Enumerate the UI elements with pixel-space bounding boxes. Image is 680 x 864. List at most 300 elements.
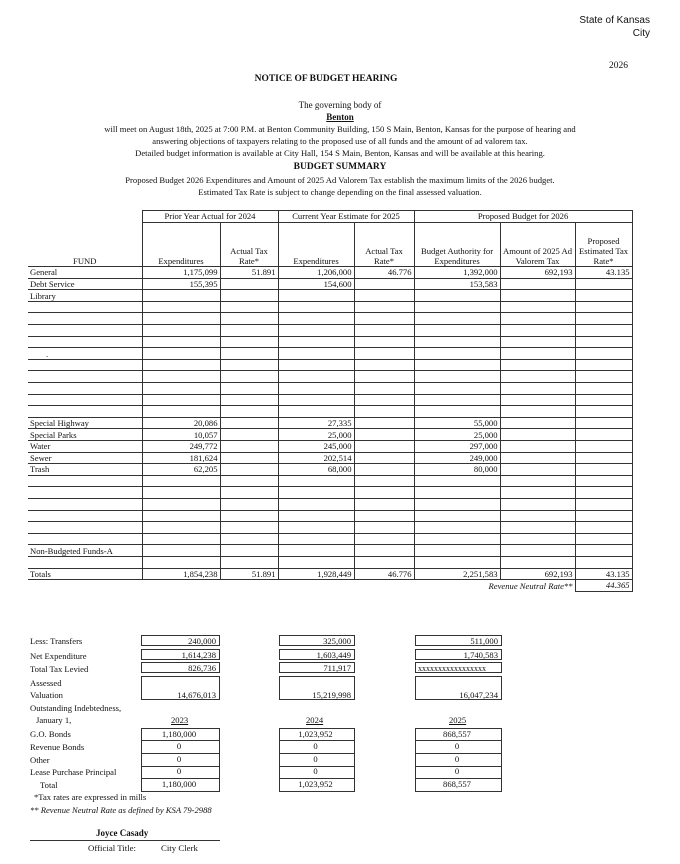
debt-row-label: Lease Purchase Principal [30, 767, 117, 778]
assessed-2026: 16,047,234 [415, 676, 502, 700]
totals-cell: 51.891 [220, 568, 278, 580]
fund-cell [354, 278, 414, 290]
summary-title: BUDGET SUMMARY [293, 162, 387, 172]
fund-cell [500, 383, 575, 395]
fund-row [28, 498, 632, 510]
proposal-line: Proposed Budget 2026 Expenditures and Amount of 2025 Ad Valorem Tax establish the maximum limits of the 2026 budget. [125, 175, 555, 185]
neutral-rate-note: ** Revenue Neutral Rate as defined by KSA 79-2988 [30, 805, 212, 815]
fund-cell [500, 441, 575, 453]
fund-cell: 245,000 [278, 441, 354, 453]
debt-value: 0 [279, 741, 355, 754]
fund-cell [220, 556, 278, 568]
fund-cell [414, 325, 500, 337]
fund-cell [142, 313, 220, 325]
fund-cell: 68,000 [278, 464, 354, 476]
fund-cell [220, 348, 278, 360]
fund-cell [354, 290, 414, 302]
assessed-2025: 15,219,998 [279, 676, 355, 700]
group-header-prior: Prior Year Actual for 2024 [142, 211, 278, 223]
fund-cell [575, 301, 632, 313]
fund-cell [575, 383, 632, 395]
debt-value: 868,557 [415, 779, 502, 792]
fund-cell: 55,000 [414, 417, 500, 429]
meeting-text [0, 124, 680, 159]
fund-name: Water [28, 441, 142, 453]
fund-row [28, 359, 632, 371]
fund-cell [414, 371, 500, 383]
fund-cell [278, 545, 354, 557]
fund-cell [220, 383, 278, 395]
fund-cell [220, 452, 278, 464]
debt-year-2024: 2024 [306, 715, 324, 725]
fund-cell: 1,175,099 [142, 267, 220, 279]
fund-cell [575, 487, 632, 499]
debt-value: 1,180,000 [141, 728, 220, 741]
debt-row-label: G.O. Bonds [30, 729, 71, 739]
fund-cell [142, 533, 220, 545]
fund-cell [414, 487, 500, 499]
fund-cell [414, 556, 500, 568]
fund-name [28, 383, 142, 395]
fund-cell: 80,000 [414, 464, 500, 476]
fund-cell [414, 522, 500, 534]
notice-title: NOTICE OF BUDGET HEARING [254, 74, 398, 84]
fund-cell [414, 533, 500, 545]
fund-cell [575, 394, 632, 406]
fund-row [28, 406, 632, 418]
fund-cell [500, 406, 575, 418]
fund-row [28, 417, 632, 429]
fund-cell [575, 313, 632, 325]
fund-cell [278, 371, 354, 383]
fund-cell [354, 383, 414, 395]
fund-cell [414, 290, 500, 302]
fund-row [28, 441, 632, 453]
fund-cell [500, 545, 575, 557]
fund-cell: 153,583 [414, 278, 500, 290]
fund-cell [142, 290, 220, 302]
fund-cell [500, 359, 575, 371]
fund-cell [142, 336, 220, 348]
fund-cell [354, 545, 414, 557]
official-title-label: Official Title: [88, 843, 136, 853]
fund-cell [220, 394, 278, 406]
fund-cell [500, 522, 575, 534]
fund-row [28, 325, 632, 337]
totals-label: Totals [28, 568, 142, 580]
debt-value: 0 [141, 741, 220, 754]
fund-cell [500, 464, 575, 476]
fund-cell [500, 498, 575, 510]
budget-year: 2026 [609, 61, 628, 71]
fund-cell: 20,086 [142, 417, 220, 429]
fund-row [28, 383, 632, 395]
fund-cell [414, 406, 500, 418]
levied-2025: 711,917 [279, 662, 355, 673]
totals-cell: 43.135 [575, 568, 632, 580]
debt-value: 868,557 [415, 728, 502, 741]
fund-cell [278, 475, 354, 487]
fund-cell [220, 371, 278, 383]
fund-cell [278, 325, 354, 337]
fund-cell [220, 301, 278, 313]
col-header-fund: FUND [28, 222, 142, 267]
valuation-label: Valuation [30, 690, 63, 700]
fund-name [28, 313, 142, 325]
totals-cell: 46.776 [354, 568, 414, 580]
fund-cell [278, 383, 354, 395]
fund-cell [414, 301, 500, 313]
fund-name: Special Highway [28, 417, 142, 429]
transfers-2025: 325,000 [279, 635, 355, 646]
fund-cell [414, 498, 500, 510]
fund-name [28, 556, 142, 568]
fund-cell [220, 533, 278, 545]
fund-cell: 249,000 [414, 452, 500, 464]
fund-cell [500, 371, 575, 383]
debt-value: 0 [415, 766, 502, 779]
fund-cell [414, 336, 500, 348]
fund-cell [354, 475, 414, 487]
fund-cell [220, 336, 278, 348]
fund-cell [575, 464, 632, 476]
fund-cell: 62,205 [142, 464, 220, 476]
fund-name: . [28, 348, 142, 360]
fund-cell [414, 348, 500, 360]
fund-cell [354, 417, 414, 429]
fund-cell [278, 522, 354, 534]
fund-cell [500, 301, 575, 313]
debt-value: 0 [279, 754, 355, 767]
fund-cell [500, 325, 575, 337]
fund-cell [354, 371, 414, 383]
fund-cell [220, 417, 278, 429]
fund-cell [354, 301, 414, 313]
header-spacer [28, 211, 142, 223]
fund-cell [575, 348, 632, 360]
fund-row [28, 545, 632, 557]
debt-value: 0 [141, 754, 220, 767]
fund-cell: 25,000 [414, 429, 500, 441]
fund-cell [142, 510, 220, 522]
fund-name: Non-Budgeted Funds-A [28, 545, 142, 557]
fund-cell [220, 359, 278, 371]
net-2026: 1,740,583 [415, 649, 502, 660]
fund-cell: 27,335 [278, 417, 354, 429]
state-header [579, 14, 650, 40]
fund-cell [575, 441, 632, 453]
col-header: Expenditures [142, 222, 220, 267]
fund-name [28, 336, 142, 348]
fund-cell [500, 394, 575, 406]
fund-cell [220, 464, 278, 476]
fund-cell [220, 313, 278, 325]
fund-cell [354, 348, 414, 360]
debt-value: 0 [141, 766, 220, 779]
fund-cell [575, 533, 632, 545]
col-header: Budget Authority for Expenditures [414, 222, 500, 267]
fund-cell [278, 487, 354, 499]
fund-cell [142, 487, 220, 499]
fund-cell [278, 394, 354, 406]
fund-name [28, 394, 142, 406]
fund-cell [220, 498, 278, 510]
fund-cell [278, 556, 354, 568]
debt-value: 0 [415, 754, 502, 767]
fund-cell [278, 290, 354, 302]
group-header-proposed: Proposed Budget for 2026 [414, 211, 632, 223]
fund-cell: 25,000 [278, 429, 354, 441]
fund-name [28, 533, 142, 545]
fund-cell [354, 313, 414, 325]
fund-cell [278, 313, 354, 325]
january-label: January 1, [36, 715, 72, 725]
state-label: State of Kansas [579, 15, 650, 26]
fund-cell [575, 290, 632, 302]
fund-cell: 51.891 [220, 267, 278, 279]
fund-name [28, 371, 142, 383]
fund-name: Special Parks [28, 429, 142, 441]
transfers-2026: 511,000 [415, 635, 502, 646]
fund-cell [220, 406, 278, 418]
fund-cell [142, 406, 220, 418]
fund-cell [354, 441, 414, 453]
fund-cell [354, 487, 414, 499]
fund-cell [354, 452, 414, 464]
fund-cell [220, 510, 278, 522]
fund-row [28, 336, 632, 348]
fund-name [28, 487, 142, 499]
fund-cell [354, 325, 414, 337]
fund-row [28, 452, 632, 464]
col-header: Actual Tax Rate* [354, 222, 414, 267]
tax-rate-note: *Tax rates are expressed in mills [34, 792, 147, 802]
transfers-2024: 240,000 [141, 635, 220, 646]
levied-2024: 826,736 [141, 662, 220, 673]
meeting-line: will meet on August 18th, 2025 at 7:00 P.M. at Benton Community Building, 150 S Main, Benton, Kansas for the purpose of hearing and [104, 124, 576, 134]
fund-cell [500, 336, 575, 348]
fund-name [28, 359, 142, 371]
fund-cell [575, 406, 632, 418]
fund-cell [278, 348, 354, 360]
fund-row [28, 533, 632, 545]
fund-row [28, 267, 632, 279]
fund-cell [278, 406, 354, 418]
fund-cell [142, 383, 220, 395]
fund-cell [354, 394, 414, 406]
official-title: City Clerk [161, 843, 198, 853]
fund-row [28, 301, 632, 313]
fund-cell: 297,000 [414, 441, 500, 453]
fund-row [28, 278, 632, 290]
fund-cell [575, 452, 632, 464]
governing-body-text: The governing body of [298, 100, 382, 110]
fund-cell [414, 313, 500, 325]
totals-cell: 1,854,238 [142, 568, 220, 580]
fund-cell: 10,057 [142, 429, 220, 441]
fund-cell [142, 394, 220, 406]
debt-year-2025: 2025 [449, 715, 467, 725]
fund-cell [220, 290, 278, 302]
fund-cell [500, 348, 575, 360]
fund-cell [220, 545, 278, 557]
fund-cell [354, 510, 414, 522]
group-header-current: Current Year Estimate for 2025 [278, 211, 414, 223]
fund-cell [278, 533, 354, 545]
fund-name [28, 325, 142, 337]
fund-cell [575, 510, 632, 522]
fund-cell: 692,193 [500, 267, 575, 279]
fund-row [28, 348, 632, 360]
fund-row [28, 313, 632, 325]
fund-name [28, 498, 142, 510]
fund-cell [575, 325, 632, 337]
fund-cell [278, 301, 354, 313]
fund-row [28, 394, 632, 406]
fund-cell [142, 475, 220, 487]
fund-cell [278, 359, 354, 371]
proposal-line: Estimated Tax Rate is subject to change depending on the final assessed valuation. [198, 186, 482, 197]
col-header: Expenditures [278, 222, 354, 267]
fund-cell [500, 278, 575, 290]
fund-cell [500, 429, 575, 441]
fund-name: General [28, 267, 142, 279]
fund-cell [500, 475, 575, 487]
fund-cell [220, 278, 278, 290]
fund-cell [414, 510, 500, 522]
city-type-label: City [632, 28, 650, 39]
fund-cell [354, 464, 414, 476]
fund-cell [220, 475, 278, 487]
fund-cell [220, 522, 278, 534]
fund-name [28, 406, 142, 418]
transfers-label: Less: Transfers [30, 636, 83, 646]
totals-cell: 692,193 [500, 568, 575, 580]
net-expenditure-label: Net Expenditure [30, 651, 87, 661]
fund-name [28, 522, 142, 534]
fund-cell [575, 498, 632, 510]
col-header: Actual Tax Rate* [220, 222, 278, 267]
fund-cell [500, 487, 575, 499]
fund-cell: 43.135 [575, 267, 632, 279]
indebtedness-label: Outstanding Indebtedness, [30, 703, 122, 713]
fund-cell [575, 417, 632, 429]
fund-cell [500, 290, 575, 302]
signature-line [30, 840, 220, 841]
fund-cell [220, 429, 278, 441]
debt-value: 0 [415, 741, 502, 754]
fund-name: Trash [28, 464, 142, 476]
debt-row-label: Revenue Bonds [30, 741, 85, 752]
fund-name [28, 301, 142, 313]
debt-year-2023: 2023 [171, 715, 189, 725]
net-2025: 1,603,449 [279, 649, 355, 660]
fund-row [28, 556, 632, 568]
fund-name: Sewer [28, 452, 142, 464]
fund-cell [414, 383, 500, 395]
fund-cell [142, 301, 220, 313]
fund-cell [220, 325, 278, 337]
fund-cell [575, 545, 632, 557]
fund-cell: 202,514 [278, 452, 354, 464]
fund-cell [142, 522, 220, 534]
fund-cell [575, 371, 632, 383]
levied-2026: xxxxxxxxxxxxxxxxx [415, 662, 502, 673]
debt-row-label: Total [40, 780, 58, 791]
fund-cell: 1,392,000 [414, 267, 500, 279]
fund-cell [575, 336, 632, 348]
fund-name: Debt Service [28, 278, 142, 290]
signer-name: Joyce Casady [96, 828, 149, 838]
fund-cell [575, 429, 632, 441]
fund-name: Library [28, 290, 142, 302]
fund-row [28, 510, 632, 522]
fund-row [28, 475, 632, 487]
debt-row-label: Other [30, 754, 50, 765]
fund-cell [414, 359, 500, 371]
fund-cell: 46.776 [354, 267, 414, 279]
fund-cell [142, 371, 220, 383]
debt-value: 1,180,000 [141, 779, 220, 792]
revenue-neutral-label: Revenue Neutral Rate** [28, 580, 575, 592]
fund-cell [414, 545, 500, 557]
fund-cell [500, 313, 575, 325]
totals-cell: 1,928,449 [278, 568, 354, 580]
fund-cell [142, 348, 220, 360]
meeting-line: Detailed budget information is available at City Hall, 154 S Main, Benton, Kansas and will be available at this hearing. [135, 147, 545, 158]
fund-cell: 181,624 [142, 452, 220, 464]
fund-cell [278, 336, 354, 348]
fund-cell [575, 475, 632, 487]
fund-cell [500, 533, 575, 545]
fund-row [28, 487, 632, 499]
fund-cell [354, 429, 414, 441]
fund-cell: 154,600 [278, 278, 354, 290]
tax-levied-label: Total Tax Levied [30, 664, 89, 674]
city-name: Benton [326, 112, 354, 122]
fund-cell [142, 545, 220, 557]
fund-row [28, 371, 632, 383]
meeting-line: answering objections of taxpayers relating to the proposed use of all funds and the amount of ad valorem tax. [152, 135, 528, 146]
assessed-2024: 14,676,013 [141, 676, 220, 700]
fund-cell [575, 359, 632, 371]
fund-cell [142, 325, 220, 337]
net-2024: 1,614,238 [141, 649, 220, 660]
fund-row [28, 464, 632, 476]
fund-cell [500, 510, 575, 522]
col-header: Amount of 2025 Ad Valorem Tax [500, 222, 575, 267]
fund-cell [278, 510, 354, 522]
debt-value: 1,023,952 [279, 728, 355, 741]
proposal-text [0, 175, 680, 199]
revenue-neutral-value: 44.365 [575, 580, 632, 592]
fund-cell [142, 556, 220, 568]
assessed-label: Assessed [30, 678, 62, 688]
fund-cell: 1,206,000 [278, 267, 354, 279]
fund-cell [354, 556, 414, 568]
fund-cell [220, 487, 278, 499]
budget-summary-table [28, 210, 633, 592]
debt-value: 1,023,952 [279, 779, 355, 792]
fund-rows [28, 267, 632, 568]
fund-cell [354, 406, 414, 418]
fund-row [28, 290, 632, 302]
fund-cell [354, 498, 414, 510]
fund-cell [575, 556, 632, 568]
fund-cell [500, 556, 575, 568]
fund-cell [575, 522, 632, 534]
fund-cell [414, 394, 500, 406]
